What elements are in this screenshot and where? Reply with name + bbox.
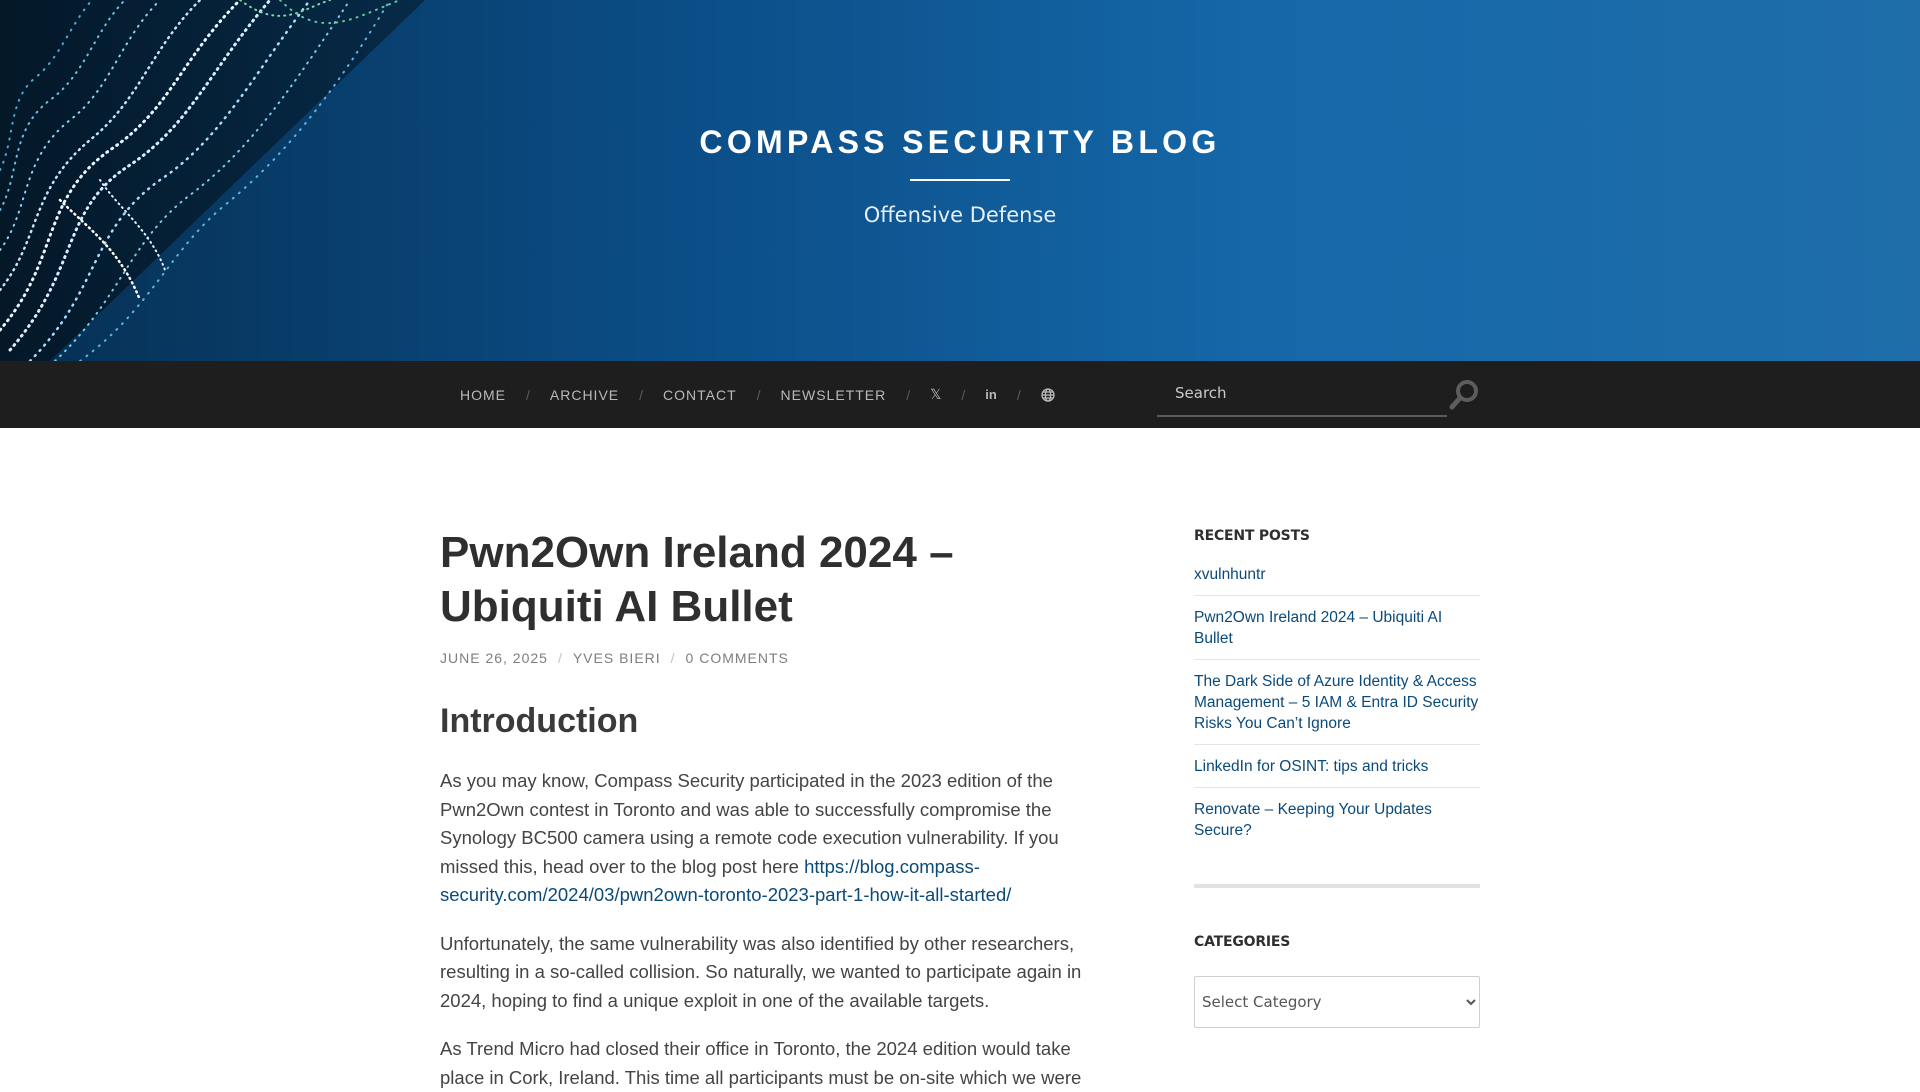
nav-home[interactable]: HOME: [460, 386, 506, 403]
meta-separator: /: [557, 650, 563, 666]
list-item: [1194, 756, 1480, 788]
main-navigation: [0, 361, 1920, 428]
blog-post: [440, 428, 1100, 1092]
meta-separator: /: [670, 650, 676, 666]
recent-post-link[interactable]: The Dark Side of Azure Identity & Access Management – 5 IAM & Entra ID Security Risks You Can’t Ignore: [1194, 673, 1479, 732]
nav-contact[interactable]: CONTACT: [663, 386, 737, 403]
post-title: Pwn2Own Ireland 2024 – Ubiquiti AI Bullet: [440, 528, 954, 631]
recent-post-link[interactable]: xvulnhuntr: [1194, 566, 1266, 583]
nav-archive[interactable]: ARCHIVE: [549, 386, 620, 403]
section-heading: Introduction: [440, 702, 639, 740]
category-select[interactable]: [1194, 976, 1480, 1028]
list-item: [1194, 607, 1480, 660]
search-input[interactable]: [1157, 371, 1447, 417]
nav-separator: /: [526, 386, 530, 403]
post-paragraph: Unfortunately, the same vulnerability was also identified by other researchers, resulting in a so-called collision. So naturally, we wanted to participate again in 2024, hoping to find a unique exploit in one of the available targets.: [440, 932, 1082, 1011]
content-area: [0, 428, 1920, 1088]
post-date[interactable]: JUNE 26, 2025: [440, 650, 548, 666]
sidebar: [1194, 428, 1480, 1028]
header-branding: [0, 124, 1920, 227]
previous-post-link[interactable]: https://blog.compass-security.com/2024/03/pwn2own-toronto-2023-part-1-how-it-all-started/: [440, 855, 1012, 905]
post-paragraph: [440, 767, 1100, 910]
nav-separator: /: [639, 386, 644, 403]
nav-newsletter[interactable]: NEWSLETTER: [780, 386, 887, 403]
title-divider: [910, 179, 1010, 181]
recent-post-link[interactable]: Renovate – Keeping Your Updates Secure?: [1194, 801, 1432, 839]
post-comments-link[interactable]: 0 COMMENTS: [685, 650, 789, 666]
recent-posts-title: RECENT POSTS: [1194, 528, 1310, 544]
categories-title: CATEGORIES: [1194, 934, 1291, 950]
recent-posts-list: [1194, 564, 1480, 851]
recent-post-link[interactable]: Pwn2Own Ireland 2024 – Ubiquiti AI Bullet: [1194, 609, 1443, 647]
blog-title[interactable]: COMPASS SECURITY BLOG: [699, 124, 1221, 160]
nav-separator: /: [906, 386, 911, 403]
recent-post-link[interactable]: LinkedIn for OSINT: tips and tricks: [1194, 758, 1429, 775]
post-meta: [440, 650, 1100, 666]
linkedin-icon[interactable]: in: [985, 387, 997, 402]
globe-icon[interactable]: [1021, 361, 1075, 428]
nav-separator: /: [756, 386, 761, 403]
x-twitter-icon[interactable]: 𝕏: [930, 386, 942, 402]
post-author[interactable]: YVES BIERI: [572, 650, 661, 666]
site-header: [0, 0, 1920, 361]
list-item: [1194, 799, 1480, 851]
nav-menu: [440, 361, 1075, 428]
search-icon[interactable]: [1447, 377, 1481, 413]
nav-separator: /: [961, 386, 966, 403]
nav-separator: /: [1016, 386, 1021, 403]
blog-tagline: Offensive Defense: [863, 203, 1057, 227]
search-form: [1157, 371, 1447, 418]
widget-divider: [1194, 884, 1480, 888]
list-item: [1194, 671, 1480, 745]
paragraph-text: As you may know, Compass Security participated in the 2023 edition of the Pwn2Own contest in Toronto and was able to successfully compromise the Synology BC500 camera using a remote code execution vulnerability. If you missed this, head over to the blog post here: [440, 770, 1059, 877]
post-paragraph: As Trend Micro had closed their office in Toronto, the 2024 edition would take place in Cork, Ireland. This time all participants must be on-site which we were: [440, 1038, 1082, 1088]
list-item: [1194, 564, 1480, 596]
